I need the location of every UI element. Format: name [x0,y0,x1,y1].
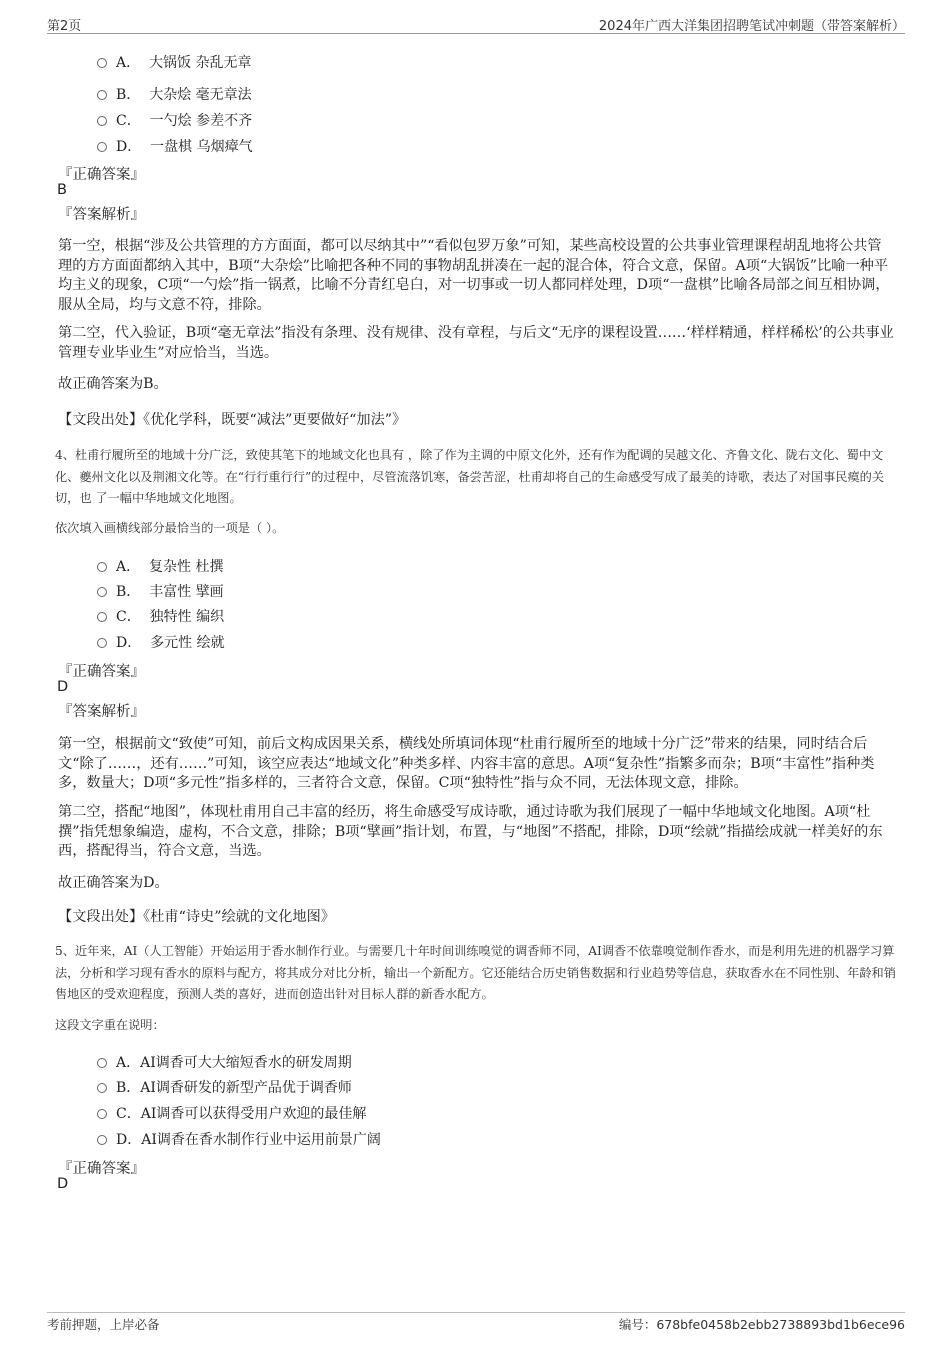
q4-option-a[interactable]: A． 复杂性 杜撰 [97,556,223,576]
q3-analysis-paragraph: 第一空，根据“涉及公共管理的方方面面，都可以尽纳其中”“看似包罗万象”可知，某些高校设置的公共事业管理课程胡乱地将公共管理的方方面面都纳入其中，B项“大杂烩”比喻把各种不同的事物胡乱拼凑在一起的混合体，符合文意，保留。A项“大锅饭”比喻一种平均主义的现象，C项“一勺烩”指一锅煮，比喻不分青红皂白，对一切事或一切人都同样处理，D项“一盘棋”比喻各局部之间互相协调，服从全局，均与文意不符，排除。 [58,238,890,313]
q3-conclusion: 故正确答案为B。 [58,376,168,392]
q5-option-d[interactable]: D．AI调香在香水制作行业中运用前景广阔 [97,1129,381,1149]
document-serial: 编号：678bfe0458b2ebb2738893bd1b6ece96 [618,1317,905,1332]
radio-icon[interactable] [97,612,107,622]
q4-answer: D [57,679,69,695]
radio-icon[interactable] [97,1058,107,1068]
q3-option-a[interactable]: A． 大锅饭 杂乱无章 [97,52,251,72]
q4-question-text: 4、杜甫行履所至的地域十分广泛，致使其笔下的地域文化也具有 ，除了作为主调的中原文化外，还有作为配调的吴越文化、齐鲁文化、陇右文化、蜀中文化、夔州文化以及荆湘文化等。在“行行重行行”的过程中，尽管流落饥寒，备尝苦涩，杜甫却将自己的生命感受写成了最美的诗歌，表达了对国事民瘼的关切，也 了一幅中华地域文化地图。 [55,448,885,505]
radio-icon[interactable] [97,1135,107,1145]
q3-source: 【文段出处】《优化学科，既要“减法”更要做好“加法”》 [58,412,407,428]
q4-analysis-paragraph: 第一空，根据前文“致使”可知，前后文构成因果关系，横线处所填词体现“杜甫行履所至的地域十分广泛”带来的结果，同时结合后文“除了……，还有……”可知，该空应表达“地域文化”种类多样、内容丰富的意思。A项“复杂性”指繁多而杂；B项“丰富性”指种类多，数量大；D项“多元性”指多样的，三者符合文意，保留。C项“独特性”指与众不同，无法体现文意，排除。 [58,736,875,791]
radio-icon[interactable] [97,587,107,597]
q5-option-c[interactable]: C．AI调香可以获得受用户欢迎的最佳解 [97,1103,366,1123]
page-number: 第2页 [47,19,82,34]
q4-option-d[interactable]: D． 多元性 绘就 [97,632,225,652]
q5-option-a[interactable]: A．AI调香可大大缩短香水的研发周期 [97,1052,352,1072]
q4-analysis-paragraph: 第二空，搭配“地图”，体现杜甫用自己丰富的经历，将生命感受写成诗歌，通过诗歌为我们展现了一幅中华地域文化地图。A项“杜撰”指凭想象编造，虚构，不合文意，排除；B项“擘画”指计划，布置，与“地图”不搭配，排除，D项“绘就”指描绘成就一样美好的东西，搭配得当，符合文意，当选。 [58,804,883,859]
q5-question-text: 5、近年来，AI（人工智能）开始运用于香水制作行业。与需要几十年时间训练嗅觉的调香师不同，AI调香不依靠嗅觉制作香水，而是利用先进的机器学习算法，分析和学习现有香水的原料与配方，将其成分对比分析，输出一个新配方。它还能结合历史销售数据和行业趋势等信息，获取香水在不同性别、年龄和销售地区的受欢迎程度，预测人类的喜好，进而创造出针对目标人群的新香水配方。 [55,944,896,1001]
radio-icon[interactable] [97,562,107,572]
q4-prompt: 依次填入画横线部分最恰当的一项是（ ）。 [55,521,285,535]
q3-answer: B [57,182,67,198]
radio-icon[interactable] [97,638,107,648]
q3-analysis-paragraph: 第二空，代入验证，B项“毫无章法”指没有条理、没有规律、没有章程，与后文“无序的课程设置……‘样样精通，样样稀松’的公共事业管理专业毕业生”对应恰当，当选。 [58,325,894,361]
radio-icon[interactable] [97,142,107,152]
q5-option-b[interactable]: B．AI调香研发的新型产品优于调香师 [97,1077,352,1097]
page-footer [47,1312,905,1336]
radio-icon[interactable] [97,90,107,100]
radio-icon[interactable] [97,1109,107,1119]
q5-answer-label: 『正确答案』 [58,1161,145,1177]
q4-option-c[interactable]: C． 独特性 编织 [97,606,224,626]
q4-conclusion: 故正确答案为D。 [58,875,169,891]
q5-prompt: 这段文字重在说明： [55,1018,165,1032]
q3-answer-label: 『正确答案』 [58,167,145,183]
q3-option-d[interactable]: D． 一盘棋 乌烟瘴气 [97,136,253,156]
q3-analysis-label: 『答案解析』 [58,207,145,223]
q4-source: 【文段出处】《杜甫“诗史”绘就的文化地图》 [58,909,335,925]
page-header [47,14,905,34]
document-title: 2024年广西大洋集团招聘笔试冲刺题（带答案解析） [598,19,905,34]
q3-option-b[interactable]: B． 大杂烩 毫无章法 [97,84,252,104]
q4-analysis-label: 『答案解析』 [58,704,145,720]
footer-slogan: 考前押题，上岸必备 [47,1317,160,1332]
q3-option-c[interactable]: C． 一勺烩 参差不齐 [97,110,252,130]
radio-icon[interactable] [97,58,107,68]
q4-option-b[interactable]: B． 丰富性 擘画 [97,581,224,601]
q5-answer: D [57,1176,69,1192]
q4-answer-label: 『正确答案』 [58,664,145,680]
radio-icon[interactable] [97,1083,107,1093]
radio-icon[interactable] [97,116,107,126]
